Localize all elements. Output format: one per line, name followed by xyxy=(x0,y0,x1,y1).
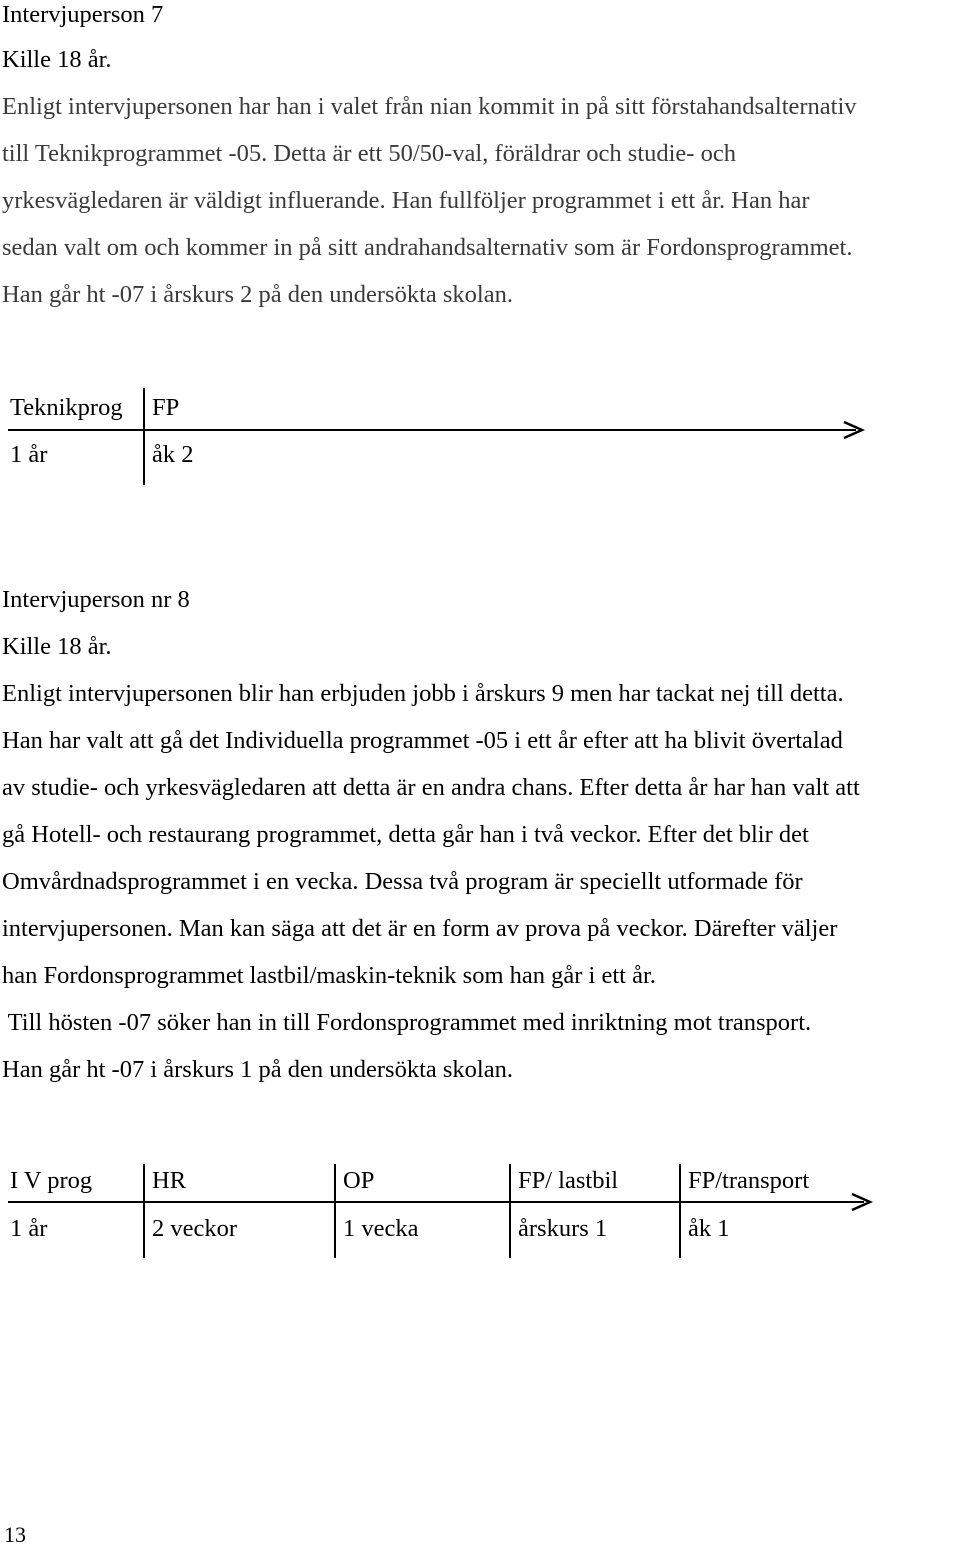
timeline-8-program-label: OP xyxy=(343,1167,375,1194)
timeline-7-duration-label: åk 2 xyxy=(152,441,194,468)
timeline-8-program-label: FP/transport xyxy=(688,1167,810,1194)
section-8-paragraph-line: Till hösten -07 söker han in till Fordonsprogrammet med inriktning mot transport. xyxy=(2,1009,812,1036)
page-number: 13 xyxy=(4,1522,26,1547)
section-8-paragraph-line: Omvårdnadsprogrammet i en vecka. Dessa två program är speciellt utformade för xyxy=(2,868,803,895)
section-7-paragraph-line: Han går ht -07 i årskurs 2 på den undersökta skolan. xyxy=(2,281,513,308)
timeline-8-duration-label: 1 vecka xyxy=(343,1215,419,1242)
timeline-8-duration-label: årskurs 1 xyxy=(518,1215,608,1242)
section-8-paragraph-line: av studie- och yrkesvägledaren att detta är en andra chans. Efter detta år har han valt att xyxy=(2,774,860,801)
timeline-8-duration-label: 2 veckor xyxy=(152,1215,238,1242)
section-8-subject: Kille 18 år. xyxy=(2,633,112,660)
section-8-title: Intervjuperson nr 8 xyxy=(2,586,190,613)
section-8-paragraph-line: gå Hotell- och restaurang programmet, detta går han i två veckor. Efter det blir det xyxy=(2,821,809,848)
section-7-subject: Kille 18 år. xyxy=(2,46,112,73)
section-8-paragraph-line: intervjupersonen. Man kan säga att det är en form av prova på veckor. Därefter väljer xyxy=(2,915,838,942)
section-8-paragraph-line: Han har valt att gå det Individuella programmet -05 i ett år efter att ha blivit övertalad xyxy=(2,727,843,754)
timeline-8-duration-label: 1 år xyxy=(10,1215,48,1242)
timeline-8-program-label: FP/ lastbil xyxy=(518,1167,619,1194)
section-7-title: Intervjuperson 7 xyxy=(2,1,164,28)
section-8-paragraph-line: Enligt intervjupersonen blir han erbjuden jobb i årskurs 9 men har tackat nej till detta. xyxy=(2,680,844,707)
timeline-8-duration-label: åk 1 xyxy=(688,1215,730,1242)
timeline-8-program-label: I V prog xyxy=(10,1167,93,1194)
timeline-8-program-label: HR xyxy=(152,1167,187,1194)
section-7-paragraph-line: yrkesvägledaren är väldigt influerande. Han fullföljer programmet i ett år. Han har xyxy=(2,187,810,214)
timeline-7-arrow-icon xyxy=(0,418,960,442)
section-8-paragraph-line: Han går ht -07 i årskurs 1 på den undersökta skolan. xyxy=(2,1056,513,1083)
timeline-8-arrow-icon xyxy=(0,1190,960,1214)
timeline-7-duration-label: 1 år xyxy=(10,441,48,468)
section-7-paragraph-line: till Teknikprogrammet -05. Detta är ett 50/50-val, föräldrar och studie- och xyxy=(2,140,736,167)
section-8-paragraph-line: han Fordonsprogrammet lastbil/maskin-teknik som han går i ett år. xyxy=(2,962,656,989)
timeline-7-program-label: Teknikprog xyxy=(10,394,123,421)
section-7-paragraph-line: sedan valt om och kommer in på sitt andrahandsalternativ som är Fordonsprogrammet. xyxy=(2,234,853,261)
section-7-paragraph-line: Enligt intervjupersonen har han i valet från nian kommit in på sitt förstahandsalternativ xyxy=(2,93,857,120)
timeline-7-program-label: FP xyxy=(152,394,180,421)
